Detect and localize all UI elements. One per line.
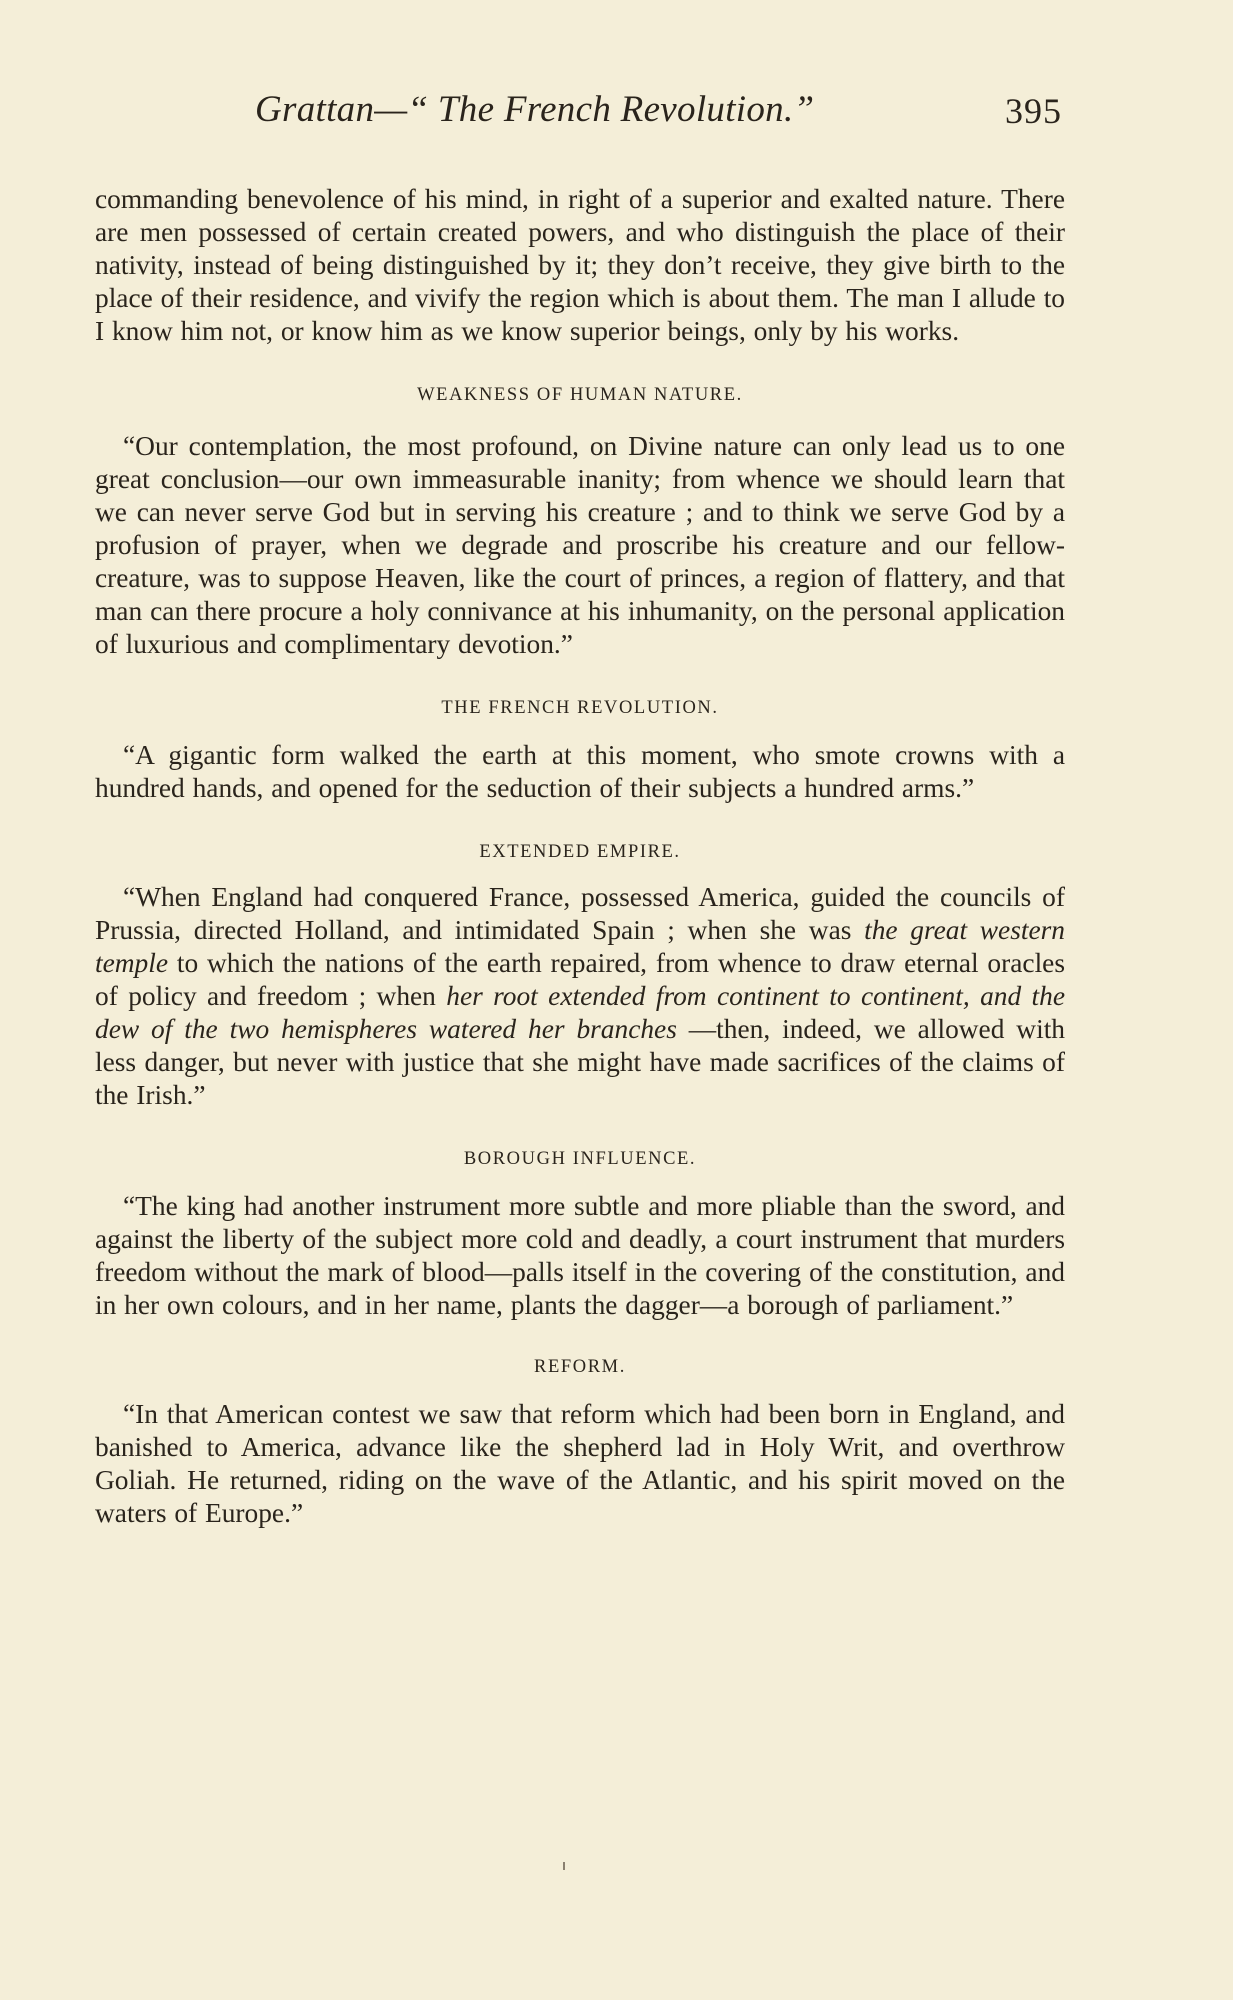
- section-heading-weakness: WEAKNESS OF HUMAN NATURE.: [417, 385, 743, 405]
- section-heading-revolution: THE FRENCH REVOLUTION.: [441, 698, 719, 718]
- weakness-paragraph: [95, 430, 1065, 661]
- running-title: Grattan—“ The French Revolution.”: [255, 89, 815, 130]
- page-number: 395: [1005, 91, 1062, 131]
- running-head: [95, 88, 1070, 148]
- section-heading-empire: EXTENDED EMPIRE.: [479, 842, 681, 862]
- empire-text-b: to which the nations of the earth repaired, from whence to draw eternal oracles of policy and freedom ; when: [95, 948, 1065, 1011]
- empire-italic-a: the great western temple: [95, 915, 1065, 978]
- empire-text-a: “When England had conquered France, possessed America, guided the councils of Prussia, directed Holland, and intimidated Spain ; when she was: [95, 882, 1065, 945]
- empire-text-c: —then, indeed, we allowed with less danger, but never with justice that she might have made sacrifices of the claims of the Irish.”: [95, 1014, 1065, 1110]
- section-heading-reform: REFORM.: [534, 1357, 626, 1377]
- print-mark: [563, 1862, 565, 1870]
- borough-paragraph: [95, 1190, 1065, 1322]
- reform-text: “In that American contest we saw that reform which had been born in England, and banished to America, advance like the shepherd lad in Holy Writ, and overthrow Goliah. He returned, riding on the wave of the Atlantic, and his spirit moved on the waters of Europe.”: [95, 1399, 1065, 1528]
- weakness-text: “Our contemplation, the most profound, on Divine nature can only lead us to one great conclusion—our own immeasurable inanity; from whence we should learn that we can never serve God but in serving his creature ; and to think we serve God by a profusion of prayer, when we degrade and proscribe his creature and our fellow-creature, was to suppose Heaven, like the court of princes, a region of flattery, and that man can there procure a holy connivance at his inhumanity, on the personal application of luxurious and complimentary devotion.”: [95, 431, 1065, 659]
- revolution-paragraph: [95, 739, 1065, 805]
- section-heading-borough: BOROUGH INFLUENCE.: [463, 1149, 697, 1169]
- page-body: [95, 183, 1065, 1530]
- reform-paragraph: [95, 1398, 1065, 1530]
- intro-text: commanding benevolence of his mind, in right of a superior and exalted nature. There are men possessed of certain created powers, and who distinguish the place of their nativity, instead of being distinguished by it; they don’t receive, they give birth to the place of their residence, and vivify the region which is about them. The man I allude to I know him not, or know him as we know superior beings, only by his works.: [95, 184, 1065, 346]
- borough-text: “The king had another instrument more subtle and more pliable than the sword, and against the liberty of the subject more cold and deadly, a court instrument that murders freedom without the mark of blood—palls itself in the covering of the constitution, and in her own colours, and in her name, plants the dagger—a borough of parliament.”: [95, 1191, 1065, 1320]
- empire-italic-b: her root extended from continent to continent, and the dew of the two hemispheres watered her branches: [95, 981, 1066, 1044]
- revolution-text: “A gigantic form walked the earth at this moment, who smote crowns with a hundred hands, and opened for the seduction of their subjects a hundred arms.”: [95, 740, 1065, 803]
- intro-paragraph: [95, 183, 1065, 348]
- empire-paragraph: [95, 881, 1065, 1112]
